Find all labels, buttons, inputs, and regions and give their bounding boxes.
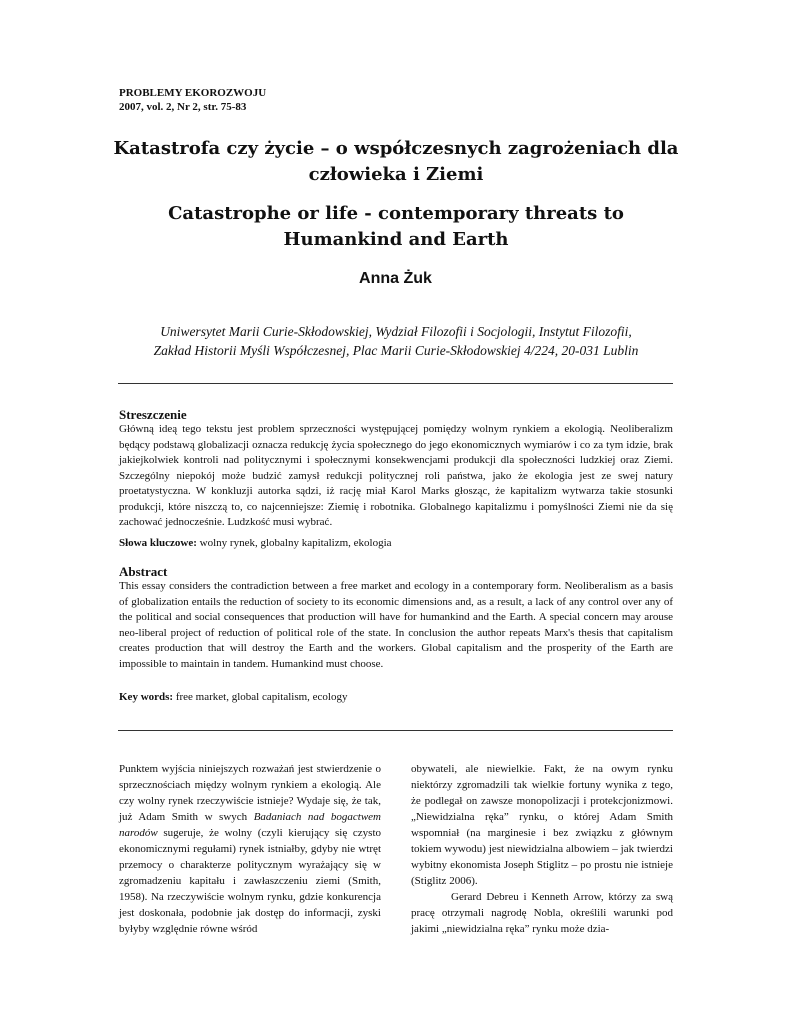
streszczenie-heading: Streszczenie bbox=[119, 407, 187, 422]
body-paragraph bbox=[119, 761, 381, 937]
body-column-left bbox=[119, 761, 381, 937]
title-polish: Katastrofa czy życie – o współczesnych zagrożeniach dla człowieka i Ziemi bbox=[113, 138, 679, 185]
divider-top bbox=[118, 383, 673, 384]
book-title-italic: Badaniach nad bogactwem narodów bbox=[119, 811, 381, 839]
body-text-segment: sugeruje, że wolny (czyli kierujący się czysto ekonomicznymi regułami) rynek istniałby, gdyby nie wtręt przemocy o charakterze politycznym wyrażający się w zgromadzeniu kapitału i zawłaszczeniu ziemi (Smith, 1958). Na rzeczywiście wolnym rynku, gdzie konkurencja jest doskonała, podobnie jak dostęp do informacji, zyski byłyby względnie równe wśród bbox=[119, 827, 381, 935]
keywords-english-values: free market, global capitalism, ecology bbox=[173, 691, 348, 703]
keywords-polish-label: Słowa kluczowe: bbox=[119, 537, 197, 549]
title-english: Catastrophe or life - contemporary threats to Humankind and Earth bbox=[168, 203, 624, 250]
body-paragraph: obywateli, ale niewielkie. Fakt, że na owym rynku niektórzy zgromadzili tak wielkie fortuny wynika z tego, że podlegał on zawsze monopolizacji i protekcjonizmowi. „Niewidzialna ręka” rynku, o której Adam Smith wspomniał (na marginesie i bez związku z głównym tokiem wywodu) jest niewidzialna albowiem – jak twierdzi wybitny ekonomista Joseph Stiglitz – po prostu nie istnieje (Stiglitz 2006). bbox=[411, 763, 673, 887]
keywords-polish bbox=[119, 537, 392, 549]
journal-header bbox=[119, 86, 266, 114]
affiliation-line-1: Uniwersytet Marii Curie-Skłodowskiej, Wydział Filozofii i Socjologii, Instytut Filozofii, bbox=[160, 324, 632, 339]
body-paragraph: Gerard Debreu i Kenneth Arrow, którzy za swą pracę otrzymali nagrodę Nobla, określili warunki pod jakimi „niewidzialna ręka” rynku może dzia- bbox=[411, 891, 673, 935]
affiliation-line-2: Zakład Historii Myśli Współczesnej, Plac Marii Curie-Skłodowskiej 4/224, 20-031 Lublin bbox=[153, 343, 639, 358]
journal-name: PROBLEMY EKOROZWOJU bbox=[119, 87, 267, 99]
abstract-heading: Abstract bbox=[119, 564, 168, 579]
divider-bottom bbox=[118, 730, 673, 731]
journal-citation: 2007, vol. 2, Nr 2, str. 75-83 bbox=[119, 101, 247, 113]
abstract-text: This essay considers the contradiction between a free market and ecology in a contemporary form. Neoliberalism as a basis of globalization entails the reduction of society to its economic dimensions and, as a result, a lack of any control over any of the political and social consequences that production will have for humankind and the Earth. A special concern may arouse neo-liberal project of reduction of political role of the state. In conclusion the author repeats Marx's thesis that capitalism creates production that will destroy the Earth and the workers. Global capitalism and the prosperity of the Earth are impossible to maintain in tandem. Humankind must choose. bbox=[119, 580, 673, 670]
affiliation bbox=[100, 322, 692, 360]
keywords-english-label: Key words: bbox=[119, 691, 174, 703]
body-text-segment: Punktem wyjścia niniejszych rozważań jest stwierdzenie o sprzecznościach między wolnym rynkiem a ekologią. Ale czy wolny rynek rzeczywiście istnieje? Wydaje się, że tak, już Adam Smith w swych bbox=[119, 763, 381, 823]
body-column-right bbox=[411, 761, 673, 937]
keywords-english bbox=[119, 691, 347, 703]
streszczenie-text: Główną ideą tego tekstu jest problem sprzeczności występującej pomiędzy wolnym rynkiem a ekologią. Neoliberalizm będący podstawą globalizacji oznacza redukcję życia społecznego do jego ekonomicznych wymiarów i co za tym idzie, brak jakiejkolwiek kontroli nad politycznymi i społecznymi konsekwencjami produkcji dla społeczności ludzkiej oraz Ziemi. Szczególny niepokój może budzić zamysł redukcji politycznej roli państwa, jako że ekologia jest ze swej natury proetatystyczna. W konkluzji autorka sądzi, iż rację miał Karol Marks głosząc, że kapitalizm wytwarza takie stosunki produkcji, które niszczą to, co najcenniejsze: Ziemię i robotnika. Globalnego kapitalizmu i pomyślności Ziemi nie da się zachować jednocześnie. Ludzkość musi wybrać. bbox=[119, 423, 673, 528]
keywords-polish-values: wolny rynek, globalny kapitalizm, ekologia bbox=[196, 537, 392, 549]
author-name: Anna Żuk bbox=[359, 270, 432, 287]
